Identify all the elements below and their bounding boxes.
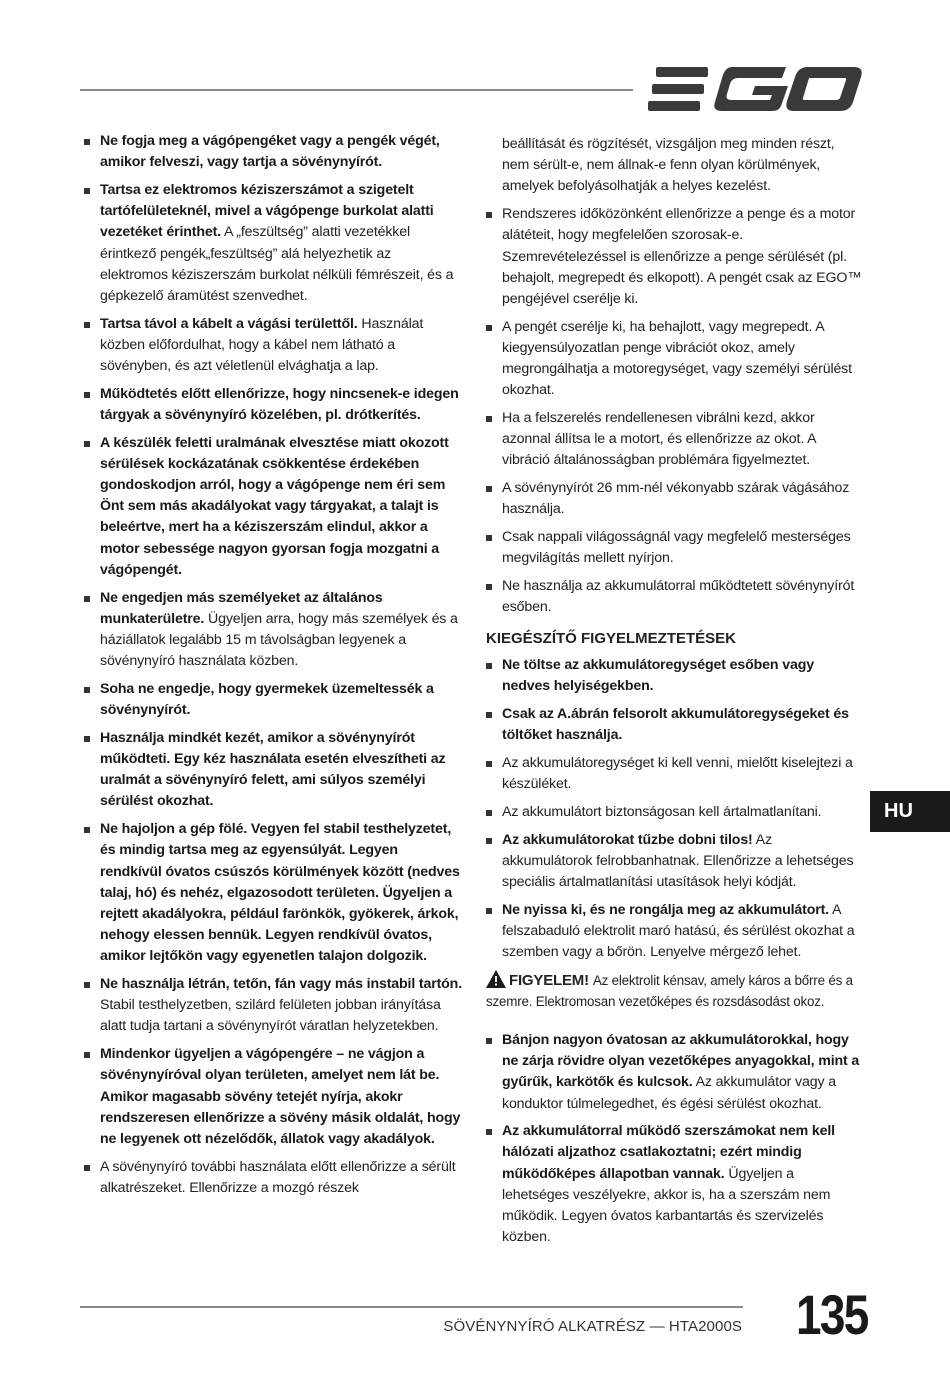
list-item: Bánjon nagyon óvatosan az akkumulátorokkal, hogy ne zárja rövidre olyan vezetőképes anyagokkal, mint a gyűrűk, karkötők és kulcsok. Az akkumulátor vagy a konduktor túlmelegedhet, és égési sérülést okozhat. (486, 1030, 864, 1115)
list-item: Az akkumulátoregységet ki kell venni, mielőtt kiselejtezi a készüléket. (486, 753, 864, 795)
list-item: Rendszeres időközönként ellenőrizze a penge és a motor alátéteit, hogy megfelelően szorosak-e. Szemrevételezéssel is ellenőrizze a penge sérülését (pl. behajolt, megrepedt és elkopott). A pengét csak az EGO™ pengéjével cserélje ki. (486, 204, 864, 310)
list-item: Csak az A.ábrán felsorolt akkumulátoregységeket és töltőket használja. (486, 704, 864, 746)
list-item: Ne engedjen más személyeket az általános munkaterületre. Ügyeljen arra, hogy más személyek és a háziállatok legalább 15 m távolságban legyenek a sövénynyíró használata közben. (84, 588, 462, 673)
list-item: Az akkumulátorral működő szerszámokat nem kell hálózati aljzathoz csatlakoztatni; ezért mindig működőképes állapotban vannak. Ügyeljen a lehetséges veszélyekre, akkor is, ha a szerszám nem működik. Legyen óvatos karbantartás és szervizelés közben. (486, 1121, 864, 1248)
list-item: Soha ne engedje, hogy gyermekek üzemeltessék a sövénynyírót. (84, 679, 462, 721)
safety-list-right-mid (486, 655, 864, 963)
list-item: Ne használja létrán, tetőn, fán vagy más instabil tartón. Stabil testhelyzetben, szilárd felületen jobban irányítása alatt tudja tartani a sövénynyírót váratlan helyzetekben. (84, 974, 462, 1038)
language-tab: HU (870, 791, 950, 832)
section-title: KIEGÉSZÍTŐ FIGYELMEZTETÉSEK (486, 630, 737, 648)
safety-list-left (84, 131, 462, 1199)
list-item: A pengét cserélje ki, ha behajlott, vagy megrepedt. A kiegyensúlyozatlan penge vibrációt okoz, amely megrongálhatja a motoregységet, vagy személyi sérülést okozhat. (486, 317, 864, 402)
footer-doc-title: SÖVÉNYNYÍRÓ ALKATRÉSZ — HTA2000S (443, 1318, 742, 1335)
list-item: Az akkumulátorokat tűzbe dobni tilos! Az akkumulátorok felrobbanhatnak. Ellenőrizze a lehetséges speciális ártalmatlanítási utasítások helyi kódját. (486, 830, 864, 894)
list-item-continuation: beállítását és rögzítését, vizsgáljon meg minden részt, nem sérült-e, nem állnak-e fenn olyan körülmények, amelyek befolyásolhatják a helyes kezelést. (502, 136, 835, 195)
ego-logo (648, 64, 862, 114)
list-item: A sövénynyíró további használata előtt ellenőrizze a sérült alkatrészeket. Ellenőrizze a mozgó részek (84, 1157, 462, 1199)
header-rule (80, 89, 633, 91)
list-item: Tartsa ez elektromos kéziszerszámot a szigetelt tartófelületeknél, mivel a vágópenge burkolat alatti vezetéket érinthet. A „feszültség” alatti vezetékkel érintkező pengék„feszültség” alá helyezhetik az elektromos kéziszerszám burkolat nélküli fémrészeit, és a gépkezelő áramütést szenvedhet. (84, 180, 462, 307)
warning-label: FIGYELEM! (509, 971, 589, 989)
list-item: Működtetés előtt ellenőrizze, hogy nincsenek-e idegen tárgyak a sövénynyíró közelében, pl. drótkerítés. (84, 384, 462, 426)
list-item: Ne töltse az akkumulátoregységet esőben vagy nedves helyiségekben. (486, 655, 864, 697)
list-item: Csak nappali világosságnál vagy megfelelő mesterséges megvilágítás mellett nyírjon. (486, 527, 864, 569)
list-item: A készülék feletti uralmának elvesztése miatt okozott sérülések kockázatának csökkentése érdekében gondoskodjon arról, hogy a vágópenge nem éri sem Önt sem más akadályokat vagy tárgyakat, a talajt is beleértve, mert ha a kéziszerszám elindul, akkor a motor sebessége nagyon gyorsan fogja mozgatni a vágópengét. (84, 433, 462, 581)
list-item: Ne hajoljon a gép fölé. Vegyen fel stabil testhelyzetet, és mindig tartsa meg az egyensúlyát. Legyen rendkívül óvatos csúszós körülmények között (nedves talaj, hó) és nehéz, elgazosodott területen. Ügyeljen a rejtett akadályokra, például farönkök, gyökerek, árkok, nehogy elessen bennük. Legyen rendkívül óvatos, amikor lejtőkön vagy egyenetlen talajon dolgozik. (84, 819, 462, 967)
list-item: Mindenkor ügyeljen a vágópengére – ne vágjon a sövénynyíróval olyan területen, amelyet nem lát be. Amikor magasabb sövény tetejét nyírja, akokr rendszeresen ellenőrizze a sövény másik oldalát, hogy ne legyenek ott nézelődők, állatok vagy akadályok. (84, 1044, 462, 1150)
list-item: Ne nyissa ki, és ne rongálja meg az akkumulátort. A felszabaduló elektrolit maró hatású, és sérülést okozhat a szemben vagy a bőrön. Lenyelve mérgező lehet. (486, 900, 864, 964)
list-item: Ne fogja meg a vágópengéket vagy a pengék végét, amikor felveszi, vagy tartja a sövénynyírót. (84, 131, 462, 173)
list-item: Ha a felszerelés rendellenesen vibrálni kezd, akkor azonnal állítsa le a motort, és ellenőrizze az okot. A vibráció általánosságban problémára figyelmeztet. (486, 408, 864, 472)
list-item: A sövénynyírót 26 mm-nél vékonyabb szárak vágásához használja. (486, 478, 864, 520)
list-item: Az akkumulátort biztonságosan kell ártalmatlanítani. (486, 802, 864, 823)
safety-list-right-bottom (486, 1030, 864, 1249)
warning-text: Az elektrolit kénsav, amely káros a bőrre és a szemre. Elektromosan vezetőképes és rozsdásodást okoz. (486, 972, 853, 1009)
warning-triangle-icon (486, 970, 506, 988)
warning-note (486, 970, 864, 1012)
left-column (84, 131, 462, 1206)
page-number: 135 (796, 1283, 868, 1346)
list-item: Tartsa távol a kábelt a vágási területtől. Használat közben előfordulhat, hogy a kábel nem látható a sövényben, és azt véletlenül elvághatja a lap. (84, 314, 462, 378)
list-item: Ne használja az akkumulátorral működtetett sövénynyírót esőben. (486, 576, 864, 618)
list-item: Használja mindkét kezét, amikor a sövénynyírót működteti. Egy kéz használata esetén elveszítheti az uralmát a sövénynyíró felett, ami súlyos személyi sérülést okozhat. (84, 728, 462, 813)
right-column (486, 134, 864, 1255)
safety-list-right-top (486, 134, 864, 618)
footer-rule (80, 1306, 743, 1308)
